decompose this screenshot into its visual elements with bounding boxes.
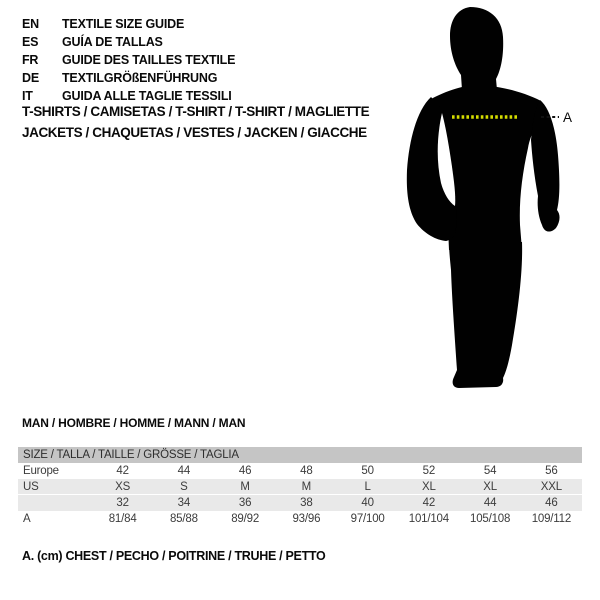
size-table-cell: XS (115, 481, 131, 493)
size-table-cell: 85/88 (169, 513, 198, 525)
size-table-row-label (18, 495, 92, 511)
size-table-row-label: Europe (23, 465, 59, 477)
language-row (22, 15, 235, 33)
language-row (22, 33, 235, 51)
size-table-cell: 44 (177, 465, 191, 477)
size-table-cell: 50 (361, 465, 374, 477)
size-table-row (18, 479, 582, 495)
size-table-cell: 42 (116, 465, 129, 477)
size-table-cell: 32 (116, 497, 129, 509)
size-table-cell: 36 (238, 497, 252, 509)
size-table-row (18, 495, 582, 511)
language-label: GUIDA ALLE TAGLIE TESSILI (62, 89, 232, 103)
size-table-cell: M (240, 481, 250, 493)
size-table-cell: 81/84 (108, 513, 137, 525)
measure-label-a: A (563, 110, 573, 125)
category-line: T-SHIRTS / CAMISETAS / T-SHIRT / T-SHIRT / MAGLIETTE (22, 104, 370, 119)
language-row (22, 69, 235, 87)
footnote-chest: A. (cm) CHEST / PECHO / POITRINE / TRUHE / PETTO (22, 549, 326, 563)
size-table-cell: 52 (422, 465, 436, 477)
size-table-cell: 89/92 (231, 513, 260, 525)
language-code: EN (22, 17, 39, 31)
size-table-row-label: US (23, 481, 39, 493)
size-table-cell: 97/100 (350, 513, 385, 525)
size-table-cell: 105/108 (470, 513, 511, 525)
size-table-cell: 46 (238, 465, 252, 477)
size-table-cell: 34 (177, 497, 191, 509)
size-table-body (18, 463, 582, 527)
size-table-header: SIZE / TALLA / TAILLE / GRÖSSE / TAGLIA (18, 447, 582, 463)
size-table-cell: 44 (483, 497, 497, 509)
size-table-cell: 56 (545, 465, 558, 477)
size-table-cell: M (301, 481, 312, 493)
size-table (18, 447, 582, 527)
man-silhouette (407, 7, 560, 388)
man-silhouette-figure (395, 0, 600, 400)
language-label: GUÍA DE TALLAS (62, 35, 163, 49)
language-code: DE (22, 71, 39, 85)
size-table-cell: 42 (422, 497, 436, 509)
size-table-row-label: A (23, 513, 31, 525)
language-row (22, 51, 235, 69)
size-table-cell: 109/112 (531, 513, 572, 525)
size-table-cell: 46 (545, 497, 558, 509)
language-code: FR (22, 53, 39, 67)
size-table-row (18, 511, 582, 527)
language-code: ES (22, 35, 39, 49)
category-line: JACKETS / CHAQUETAS / VESTES / JACKEN / GIACCHE (22, 125, 367, 140)
category-list (22, 101, 369, 143)
size-table-cell: L (364, 481, 371, 493)
size-table-cell: XL (422, 481, 436, 493)
size-table-cell: 101/104 (408, 513, 449, 525)
size-table-cell: XL (483, 481, 497, 493)
language-label: TEXTILGRÖßENFÜHRUNG (62, 71, 218, 85)
language-code: IT (22, 89, 33, 103)
language-label: GUIDE DES TAILLES TEXTILE (62, 53, 236, 67)
size-table-row (18, 463, 582, 479)
language-label: TEXTILE SIZE GUIDE (62, 17, 185, 31)
size-table-cell: 38 (300, 497, 313, 509)
section-title: MAN / HOMBRE / HOMME / MANN / MAN (22, 416, 246, 430)
language-list (22, 15, 235, 105)
size-table-cell: XXL (540, 481, 562, 493)
size-table-cell: 40 (361, 497, 374, 509)
size-table-cell: S (180, 481, 188, 493)
size-table-cell: 48 (300, 465, 313, 477)
size-table-cell: 93/96 (292, 513, 321, 525)
size-table-cell: 54 (483, 465, 497, 477)
